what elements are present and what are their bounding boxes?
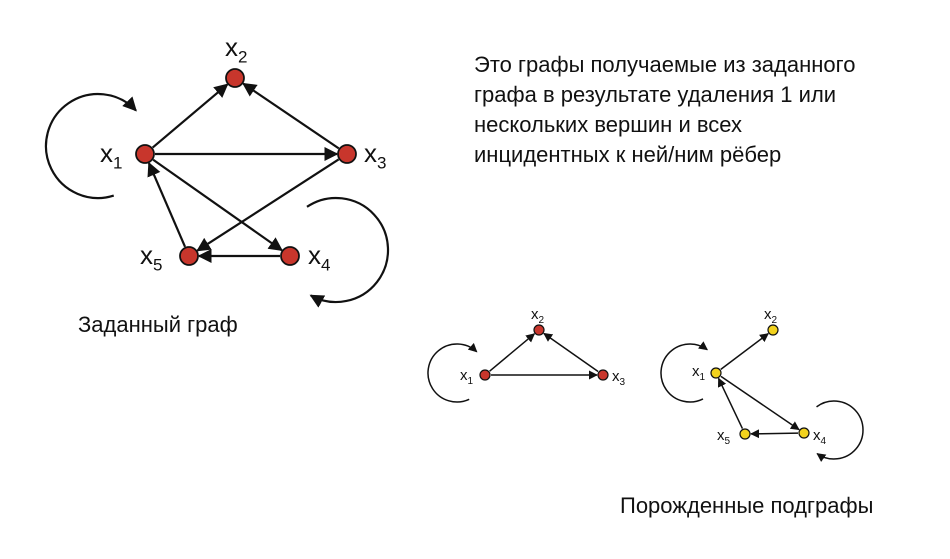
node-label-x4: $x_4$ (308, 240, 331, 275)
edge-x4-x5 (751, 433, 798, 434)
loop-edge-x1 (428, 344, 477, 402)
description-line: графа в результате удаления 1 или (474, 82, 837, 107)
edge-x1-x2 (721, 334, 768, 370)
node-label-x1: $x_1$ (692, 363, 706, 383)
loop-edge-x1 (46, 94, 136, 198)
node-label-x5: $x_5$ (717, 427, 731, 447)
node-label-x2: $x_2$ (764, 306, 778, 326)
node-x3 (338, 145, 356, 163)
description-text (474, 50, 934, 170)
subgraph-2-graph (661, 306, 863, 459)
given-graph (46, 32, 388, 302)
node-label-x2: $x_2$ (225, 32, 248, 67)
given-graph-caption: Заданный граф (78, 312, 238, 337)
node-x5 (740, 429, 750, 439)
node-x5 (180, 247, 198, 265)
edge-x5-x1 (149, 163, 185, 247)
node-x4 (799, 428, 809, 438)
node-x2 (768, 325, 778, 335)
edge-x1-x2 (153, 84, 228, 147)
node-x1 (136, 145, 154, 163)
edge-x3-x2 (544, 333, 598, 371)
description-line: Это графы получаемые из заданного (474, 52, 856, 77)
node-label-x3: $x_3$ (364, 138, 387, 173)
node-label-x3: $x_3$ (612, 368, 626, 388)
description-line: нескольких вершин и всех (474, 112, 743, 137)
subgraph-1-graph (428, 306, 626, 402)
node-x4 (281, 247, 299, 265)
node-x2 (226, 69, 244, 87)
edge-x1-x2 (490, 334, 535, 371)
description-line: инцидентных к ней/ним рёбер (474, 142, 782, 167)
edge-x3-x2 (243, 84, 338, 149)
node-label-x1: $x_1$ (100, 138, 123, 173)
node-x1 (480, 370, 490, 380)
induced-subgraphs-caption: Порожденные подграфы (620, 493, 874, 518)
node-x2 (534, 325, 544, 335)
edge-x5-x1 (719, 378, 743, 428)
node-x3 (598, 370, 608, 380)
node-label-x4: $x_4$ (813, 427, 827, 447)
node-x1 (711, 368, 721, 378)
loop-edge-x4 (817, 401, 863, 459)
node-label-x5: $x_5$ (140, 240, 163, 275)
node-label-x2: $x_2$ (531, 306, 545, 326)
edge-x1-x4 (721, 376, 799, 429)
node-label-x1: $x_1$ (460, 367, 474, 387)
